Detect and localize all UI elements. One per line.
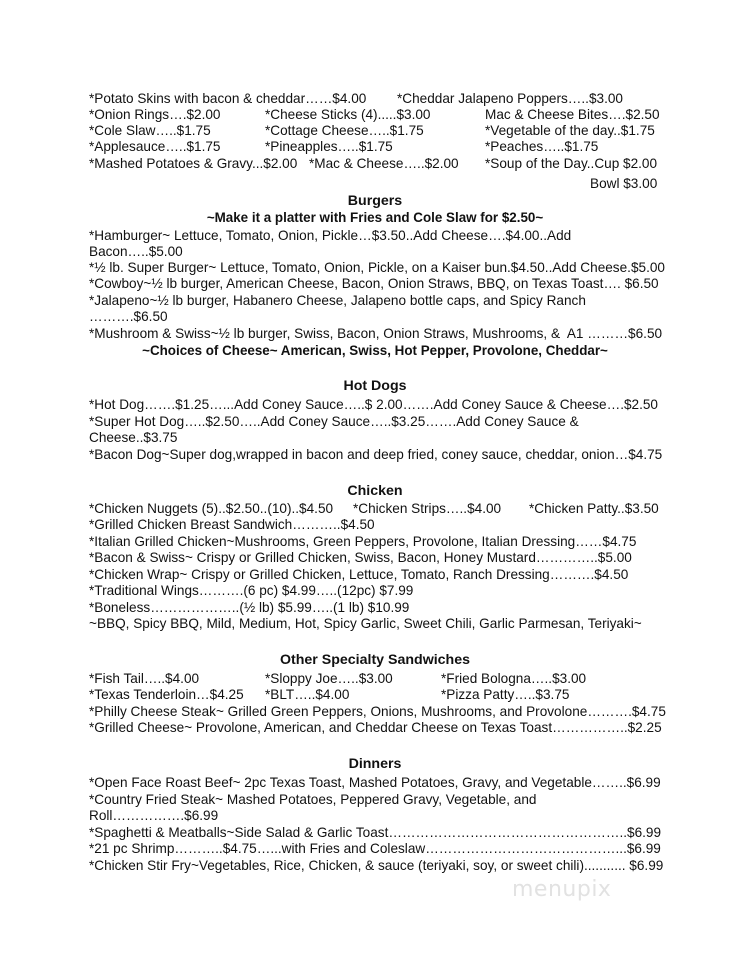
- menu-item: *Potato Skins with bacon & cheddar……$4.00: [89, 91, 367, 106]
- menu-item: *Bacon Dog~Super dog,wrapped in bacon and deep fried, coney sauce, cheddar, onion…$4.75: [89, 447, 663, 462]
- menu-item: *½ lb. Super Burger~ Lettuce, Tomato, Onion, Pickle, on a Kaiser bun.$4.50..Add Cheese.$5.00: [89, 260, 665, 275]
- menu-item: *Soup of the Day..Cup $2.00: [485, 156, 658, 171]
- menu-item: *Cole Slaw…..$1.75: [89, 123, 211, 138]
- menu-item: *Jalapeno~½ lb burger, Habanero Cheese, Jalapeno bottle caps, and Spicy Ranch: [89, 293, 586, 308]
- menu-item: *Spaghetti & Meatballs~Side Salad & Garlic Toast……………………………………………..$6.99: [89, 825, 662, 840]
- menu-item: *Hamburger~ Lettuce, Tomato, Onion, Pickle…$3.50..Add Cheese….$4.00..Add: [89, 228, 572, 243]
- menu-item: *Traditional Wings……….(6 pc) $4.99…..(12pc) $7.99: [89, 583, 414, 598]
- menu-item: ……….$6.50: [89, 309, 168, 324]
- menu-item: *BLT…..$4.00: [265, 687, 350, 702]
- menu-item: *Fried Bologna…..$3.00: [441, 671, 587, 686]
- watermark-logo: menupix: [512, 877, 612, 902]
- menu-item: *21 pc Shrimp………..$4.75…...with Fries and Coleslaw……………………………………...$6.99: [89, 841, 661, 856]
- section-heading-dinners: Dinners: [348, 756, 402, 772]
- menu-item: *Cheddar Jalapeno Poppers…..$3.00: [397, 91, 623, 106]
- menu-item: Mac & Cheese Bites….$2.50: [485, 107, 660, 122]
- cheese-choices: ~Choices of Cheese~ American, Swiss, Hot Pepper, Provolone, Cheddar~: [142, 343, 608, 358]
- menu-item: *Chicken Nuggets (5)..$2.50..(10)..$4.50: [89, 501, 334, 516]
- menu-item: *Applesauce…..$1.75: [89, 139, 221, 154]
- menu-item: *Texas Tenderloin…$4.25: [89, 687, 244, 702]
- menu-item: *Cheese Sticks (4).....$3.00: [265, 107, 431, 122]
- menu-item: *Chicken Stir Fry~Vegetables, Rice, Chicken, & sauce (teriyaki, soy, or sweet chili)........... $6.99: [89, 858, 664, 873]
- menu-item: *Cottage Cheese…..$1.75: [265, 123, 424, 138]
- menu-item: *Open Face Roast Beef~ 2pc Texas Toast, Mashed Potatoes, Gravy, and Vegetable……..$6.99: [89, 775, 661, 790]
- menu-item: Cheese..$3.75: [89, 430, 178, 445]
- section-heading-burgers: Burgers: [347, 193, 403, 209]
- menu-item: *Mac & Cheese…..$2.00: [309, 156, 459, 171]
- section-heading-specialty-sandwiches: Other Specialty Sandwiches: [279, 652, 471, 668]
- menu-item: *Philly Cheese Steak~ Grilled Green Peppers, Onions, Mushrooms, and Provolone……….$4.75: [89, 704, 666, 719]
- menu-item: *Country Fried Steak~ Mashed Potatoes, Peppered Gravy, Vegetable, and: [89, 792, 537, 807]
- menu-item: *Hot Dog…….$1.25…...Add Coney Sauce…..$ 2.00…….Add Coney Sauce & Cheese….$2.50: [89, 397, 658, 412]
- menu-item: *Grilled Cheese~ Provolone, American, and Cheddar Cheese on Texas Toast……………..$2.25: [89, 720, 662, 735]
- menu-item: *Grilled Chicken Breast Sandwich………..$4.50: [89, 517, 375, 532]
- menu-item: *Bacon & Swiss~ Crispy or Grilled Chicken, Swiss, Bacon, Honey Mustard…………..$5.00: [89, 550, 632, 565]
- menu-item: *Chicken Patty..$3.50: [529, 501, 659, 516]
- menu-item: *Onion Rings….$2.00: [89, 107, 221, 122]
- menu-item: *Boneless………………..(½ lb) $5.99…..(1 lb) $10.99: [89, 600, 410, 615]
- menu-item: *Mushroom & Swiss~½ lb burger, Swiss, Bacon, Onion Straws, Mushrooms, & A1 ………$6.50: [89, 326, 663, 341]
- menu-item: *Fish Tail…..$4.00: [89, 671, 200, 686]
- menu-item: *Mashed Potatoes & Gravy...$2.00: [89, 156, 298, 171]
- platter-note: ~Make it a platter with Fries and Cole Slaw for $2.50~: [206, 210, 544, 225]
- menu-item: *Pizza Patty…..$3.75: [441, 687, 570, 702]
- menu-item: *Italian Grilled Chicken~Mushrooms, Green Peppers, Provolone, Italian Dressing……$4.75: [89, 534, 637, 549]
- menu-item: Roll…………….$6.99: [89, 808, 219, 823]
- menu-item: *Super Hot Dog…..$2.50…..Add Coney Sauce…..$3.25…….Add Coney Sauce &: [89, 414, 579, 429]
- menu-item: Bacon…..$5.00: [89, 244, 183, 259]
- menu-item: *Cowboy~½ lb burger, American Cheese, Bacon, Onion Straws, BBQ, on Texas Toast…. $6.50: [89, 276, 659, 291]
- menu-item: *Sloppy Joe…..$3.00: [265, 671, 393, 686]
- wing-sauces: ~BBQ, Spicy BBQ, Mild, Medium, Hot, Spicy Garlic, Sweet Chili, Garlic Parmesan, Teriyaki~: [89, 616, 642, 631]
- menu-item: *Chicken Wrap~ Crispy or Grilled Chicken, Lettuce, Tomato, Ranch Dressing……….$4.50: [89, 567, 629, 582]
- menu-item: *Peaches…..$1.75: [485, 139, 599, 154]
- menu-item: *Chicken Strips…..$4.00: [353, 501, 502, 516]
- menu-item: *Vegetable of the day..$1.75: [485, 123, 655, 138]
- section-heading-hot-dogs: Hot Dogs: [343, 378, 407, 394]
- menu-item: *Pineapples…..$1.75: [265, 139, 393, 154]
- menu-item: Bowl $3.00: [590, 176, 658, 191]
- section-heading-chicken: Chicken: [347, 483, 403, 499]
